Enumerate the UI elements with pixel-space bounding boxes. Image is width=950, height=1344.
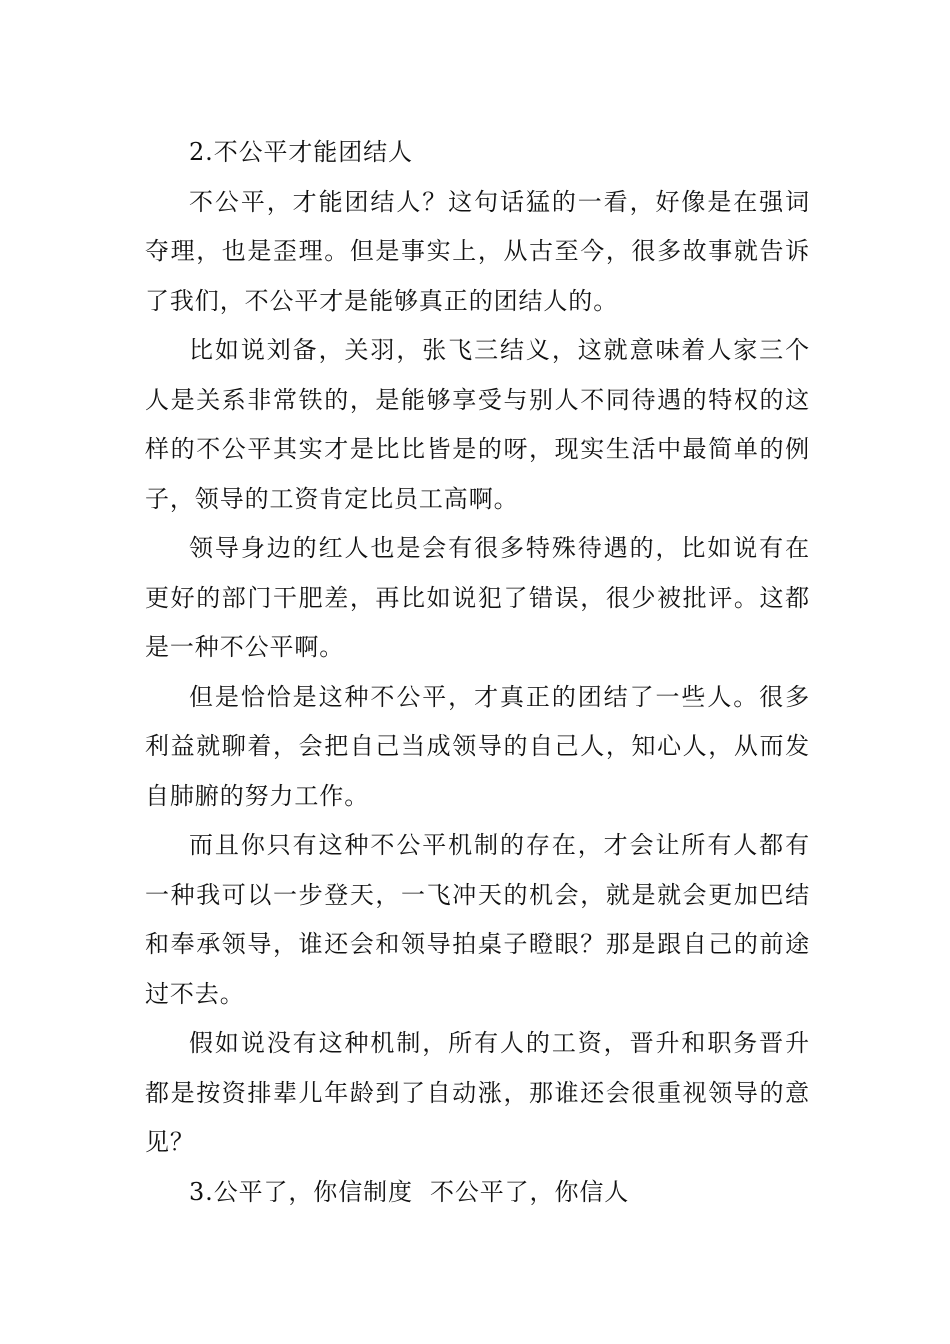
paragraph-4: 但是恰恰是这种不公平，才真正的团结了一些人。很多利益就聊着，会把自己当成领导的自己人，知心人，从而发自肺腑的努力工作。 xyxy=(145,682,810,810)
paragraph-3: 领导身边的红人也是会有很多特殊待遇的，比如说有在更好的部门干肥差，再比如说犯了错误，很少被批评。这都是一种不公平啊。 xyxy=(145,534,810,661)
paragraph-5: 而且你只有这种不公平机制的存在，才会让所有人都有一种我可以一步登天，一飞冲天的机会，就是就会更加巴结和奉承领导，谁还会和领导拍桌子瞪眼？那是跟自己的前途过不去。 xyxy=(145,831,810,1008)
document-body xyxy=(145,128,810,1217)
paragraph-2: 比如说刘备，关羽，张飞三结义，这就意味着人家三个人是关系非常铁的，是能够享受与别人不同待遇的特权的这样的不公平其实才是比比皆是的呀，现实生活中最简单的例子，领导的工资肯定比员工高啊。 xyxy=(145,336,810,513)
section-heading-3: 3.公平了，你信制度 不公平了，你信人 xyxy=(189,1177,630,1206)
section-heading-2: 2.不公平才能团结人 xyxy=(189,138,413,166)
paragraph-1: 不公平，才能团结人？这句话猛的一看，好像是在强词夺理，也是歪理。但是事实上，从古至今，很多故事就告诉了我们，不公平才是能够真正的团结人的。 xyxy=(145,187,810,315)
paragraph-6: 假如说没有这种机制，所有人的工资，晋升和职务晋升都是按资排辈儿年龄到了自动涨，那谁还会很重视领导的意见？ xyxy=(145,1029,810,1156)
